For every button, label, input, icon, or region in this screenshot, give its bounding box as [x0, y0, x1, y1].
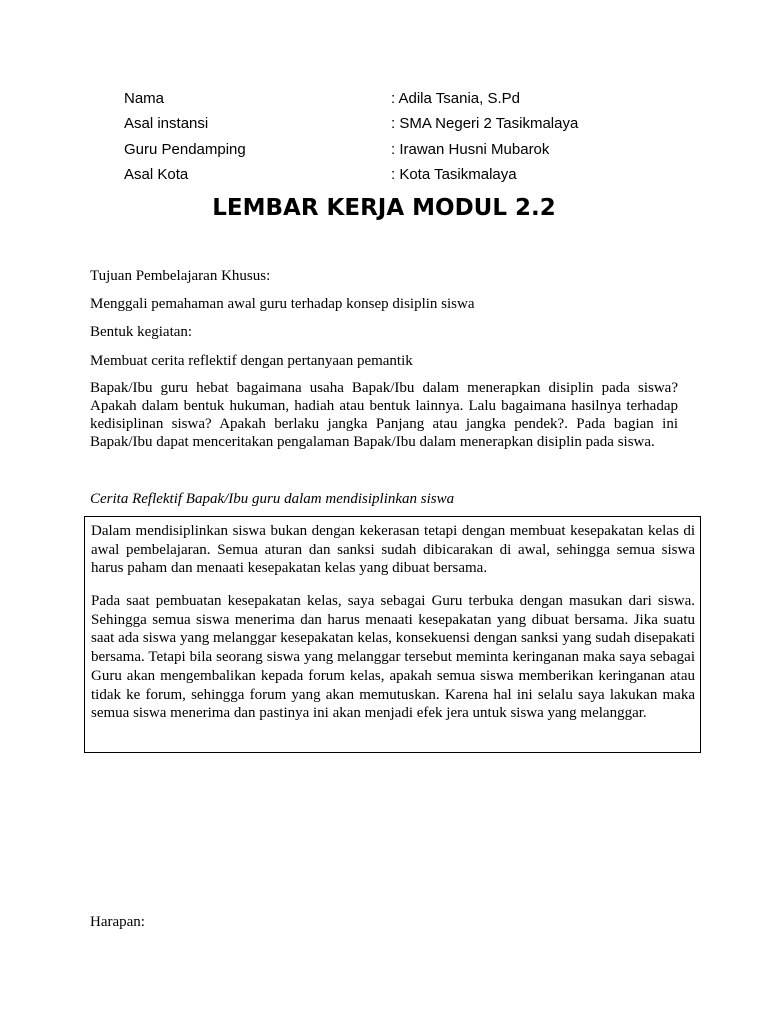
activity-text: Membuat cerita reflektif dengan pertanyaan pemantik	[90, 353, 413, 369]
info-label: Asal instansi	[124, 115, 209, 133]
info-label: Nama	[124, 90, 165, 107]
page-title: LEMBAR KERJA MODUL 2.2	[212, 195, 556, 221]
activity-label: Bentuk kegiatan:	[90, 324, 193, 340]
story-box	[84, 516, 701, 753]
objective-text: Menggali pemahaman awal guru terhadap konsep disiplin siswa	[90, 296, 475, 312]
info-value: : Kota Tasikmalaya	[391, 165, 517, 183]
info-label: Guru Pendamping	[124, 140, 246, 158]
hope-label: Harapan:	[90, 914, 145, 930]
story-paragraph-1: Dalam mendisiplinkan siswa bukan dengan kekerasan tetapi dengan membuat kesepakatan kelas di awal pembelajaran. Semua aturan dan sanksi sudah dibicarakan di awal, sehingga semua siswa harus paham dan menaati kesepakatan kelas yang dibuat bersama.	[91, 523, 695, 577]
info-row-mentor	[124, 139, 684, 164]
info-row-city	[124, 164, 684, 189]
info-row-name	[124, 88, 684, 113]
story-caption: Cerita Reflektif Bapak/Ibu guru dalam mendisiplinkan siswa	[90, 491, 455, 507]
info-label: Asal Kota	[124, 165, 189, 183]
story-paragraph-2: Pada saat pembuatan kesepakatan kelas, saya sebagai Guru terbuka dengan masukan dari siswa. Sehingga semua siswa menerima dan harus menaati kesepakatan yang dibuat bersama. Jika suatu saat ada siswa yang melanggar kesepakatan kelas, konsekuensi dengan sanksi yang sudah disepakati bersama. Tetapi bila seorang siswa yang melanggar tersebut meminta keringanan maka saya sebagai Guru akan mengembalikan kepada forum kelas, apakah semua siswa memberikan keringanan atau tidak ke forum, sehingga forum yang akan memutuskan. Karena hal ini selalu saya lakukan maka semua siswa menerima dan pastinya ini akan menjadi efek jera untuk siswa yang melanggar.	[91, 593, 695, 722]
info-value: : Adila Tsania, S.Pd	[391, 90, 520, 107]
info-value: : SMA Negeri 2 Tasikmalaya	[391, 115, 579, 133]
identity-info	[124, 88, 684, 189]
info-row-institution	[124, 113, 684, 138]
info-value: : Irawan Husni Mubarok	[391, 140, 550, 158]
intro-paragraph: Bapak/Ibu guru hebat bagaimana usaha Bapak/Ibu dalam menerapkan disiplin pada siswa? Apakah dalam bentuk hukuman, hadiah atau bentuk lainnya. Lalu bagaimana hasilnya terhadap kedisiplinan siswa? Apakah berlaku jangka Panjang atau jangka pendek?. Pada bagian ini Bapak/Ibu dapat menceritakan pengalaman Bapak/Ibu dalam menerapkan disiplin pada siswa.	[90, 380, 678, 450]
objective-label: Tujuan Pembelajaran Khusus:	[90, 268, 271, 284]
